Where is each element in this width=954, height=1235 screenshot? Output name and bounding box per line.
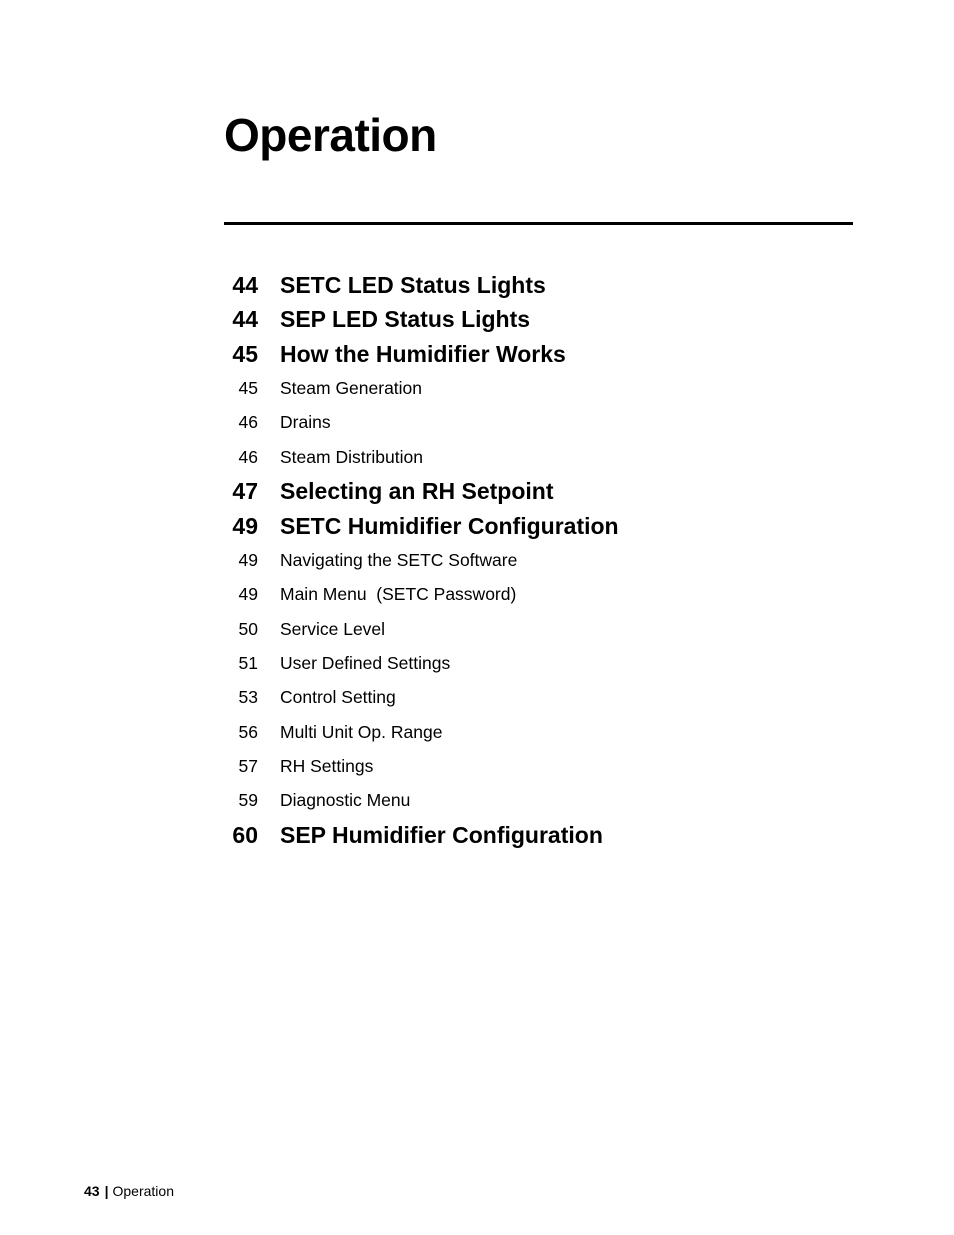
- toc-entry-minor[interactable]: [224, 715, 853, 749]
- toc-entry-major[interactable]: [224, 818, 853, 853]
- toc-page-number: 45: [238, 378, 258, 399]
- toc-entry-label: SEP Humidifier Configuration: [280, 821, 603, 848]
- toc-entry-label: SETC LED Status Lights: [280, 271, 546, 298]
- toc-page-number: 46: [238, 412, 258, 433]
- toc-entry-label: SEP LED Status Lights: [280, 306, 531, 333]
- toc-entry-label: User Defined Settings: [280, 652, 451, 673]
- toc-entry-minor[interactable]: [224, 578, 853, 612]
- toc-entry-minor[interactable]: [224, 372, 853, 406]
- toc-page-number: 51: [238, 652, 258, 673]
- toc-entry-label: Steam Distribution: [280, 446, 423, 467]
- toc-entry-minor[interactable]: [224, 646, 853, 680]
- toc-entry-major[interactable]: [224, 303, 853, 338]
- toc-page-number: 49: [232, 512, 258, 539]
- toc-entry-minor[interactable]: [224, 543, 853, 577]
- page-title: Operation: [224, 109, 437, 161]
- page-footer: [84, 1181, 174, 1201]
- toc-entry-minor[interactable]: [224, 749, 853, 783]
- toc-page-number: 56: [238, 721, 258, 742]
- toc-entry-major[interactable]: [224, 268, 853, 303]
- toc-entry-major[interactable]: [224, 509, 853, 544]
- toc-page-number: 53: [238, 687, 258, 708]
- toc-page-number: 47: [232, 478, 258, 505]
- toc-entry-label: Diagnostic Menu: [280, 790, 411, 811]
- toc-page-number: 49: [238, 550, 258, 571]
- toc-entry-label: Steam Generation: [280, 378, 423, 399]
- toc-page-number: 49: [238, 584, 258, 605]
- toc-page-number: 44: [232, 306, 258, 333]
- toc-entry-label: Navigating the SETC Software: [280, 550, 518, 571]
- toc-entry-minor[interactable]: [224, 440, 853, 474]
- footer-section-name: Operation: [112, 1183, 174, 1199]
- toc-entry-label: RH Settings: [280, 755, 374, 776]
- toc-page-number: 45: [232, 340, 258, 367]
- footer-separator: |: [104, 1183, 109, 1199]
- toc-entry-major[interactable]: [224, 474, 853, 509]
- title-divider: [224, 222, 853, 225]
- toc-entry-label: SETC Humidifier Configuration: [280, 512, 619, 539]
- toc-page-number: 50: [238, 618, 258, 639]
- table-of-contents: [224, 268, 853, 852]
- toc-page-number: 46: [238, 446, 258, 467]
- toc-entry-label: How the Humidifier Works: [280, 340, 566, 367]
- toc-entry-label: Main Menu (SETC Password): [280, 584, 517, 605]
- toc-entry-minor[interactable]: [224, 783, 853, 817]
- toc-entry-label: Service Level: [280, 618, 386, 639]
- toc-entry-minor[interactable]: [224, 681, 853, 715]
- toc-page-number: 59: [238, 790, 258, 811]
- toc-entry-label: Control Setting: [280, 687, 396, 708]
- toc-entry-minor[interactable]: [224, 406, 853, 440]
- toc-page-number: 44: [232, 271, 258, 298]
- toc-entry-minor[interactable]: [224, 612, 853, 646]
- toc-entry-label: Drains: [280, 412, 331, 433]
- toc-page-number: 60: [232, 821, 258, 848]
- toc-page-number: 57: [238, 755, 258, 776]
- toc-entry-major[interactable]: [224, 337, 853, 372]
- toc-entry-label: Selecting an RH Setpoint: [280, 478, 554, 505]
- footer-page-number: 43: [84, 1183, 100, 1199]
- toc-entry-label: Multi Unit Op. Range: [280, 721, 443, 742]
